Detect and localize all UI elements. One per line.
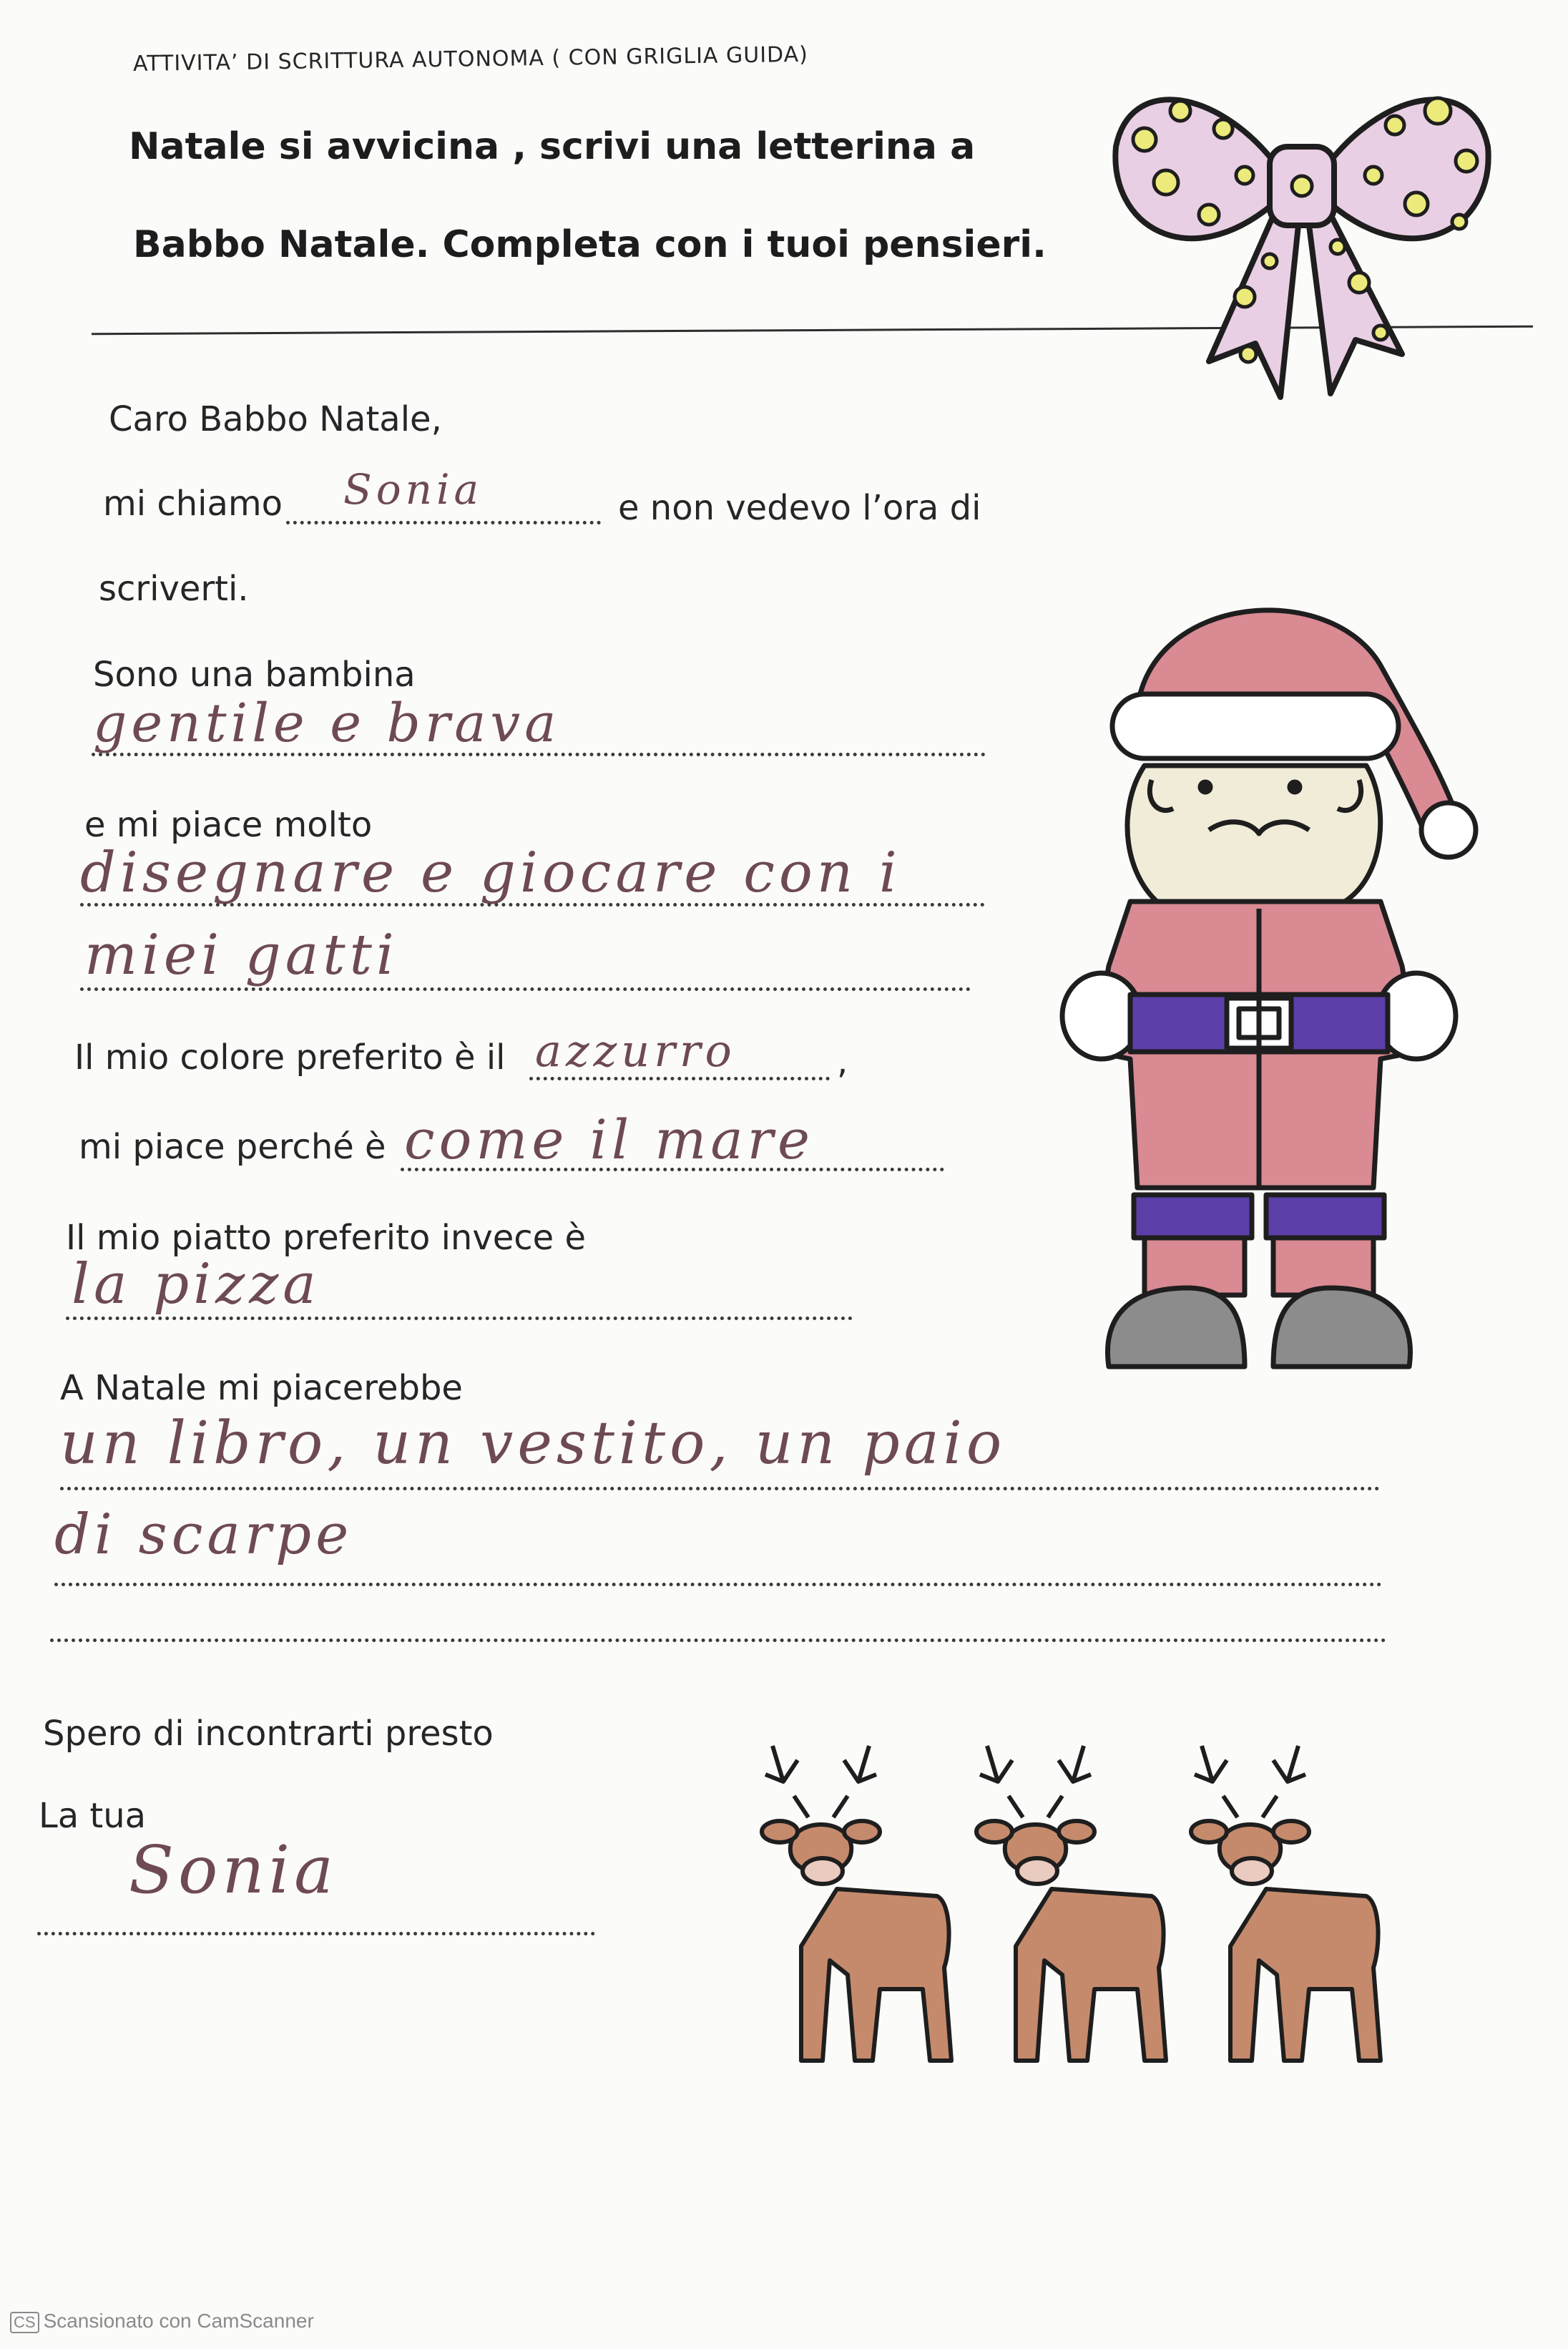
name-prefix: mi chiamo [103,484,283,524]
line-scriverti: scriverti. [99,569,249,609]
girl-answer-handwritten: gentile e brava [93,693,561,754]
reindeer-illustration [730,1732,1445,2089]
title-line-2: Babbo Natale. Completa con i tuoi pensieri. [133,223,1047,266]
greeting: Caro Babbo Natale, [109,399,442,439]
color-comma: , [837,1042,848,1082]
wish-prompt: A Natale mi piacerebbe [60,1368,463,1408]
camscanner-badge: CS [10,2312,39,2333]
why-prompt: mi piace perché è [79,1127,386,1167]
wish-answer-line-1: un libro, un vestito, un paio [60,1410,1006,1478]
color-handwritten: azzurro [535,1025,736,1077]
wish-answer-line-2: di scarpe [54,1503,353,1567]
food-answer-handwritten: la pizza [72,1252,320,1317]
bow-illustration [1102,61,1502,419]
likes-answer-line-2: miei gatti [84,923,398,987]
signature-handwritten: Sonia [129,1832,338,1908]
likes-answer-line-1: disegnare e giocare con i [80,841,901,905]
scanner-watermark [10,2310,314,2333]
signature-dotted-line [37,1932,595,1935]
why-answer-handwritten: come il mare [404,1108,814,1171]
signoff: La tua [39,1796,147,1836]
food-prompt: Il mio piatto preferito invece è [66,1218,586,1258]
color-prompt: Il mio colore preferito è il [74,1037,506,1078]
closing: Spero di incontrarti presto [43,1714,494,1754]
likes-dotted-line-1 [80,903,985,907]
likes-dotted-line-2 [80,987,971,991]
girl-dotted-line [92,753,986,756]
title-line-1: Natale si avvicina , scrivi una letterina a [129,125,976,168]
scanner-text: Scansionato con CamScanner [43,2310,314,2332]
name-suffix: e non vedevo l’ora di [618,488,981,528]
color-dotted-line [529,1077,830,1080]
name-handwritten: Sonia [343,465,484,514]
wish-dotted-line-2 [54,1583,1382,1586]
santa-illustration [1044,565,1509,1381]
girl-prompt: Sono una bambina [93,655,416,695]
name-dotted-line [286,521,601,524]
likes-prompt: e mi piace molto [84,805,373,845]
wish-dotted-line-3 [50,1639,1386,1642]
activity-subtitle: ATTIVITA’ DI SCRITTURA AUTONOMA ( CON GRIGLIA GUIDA) [132,41,809,77]
food-dotted-line [66,1317,853,1320]
wish-dotted-line-1 [60,1487,1380,1490]
